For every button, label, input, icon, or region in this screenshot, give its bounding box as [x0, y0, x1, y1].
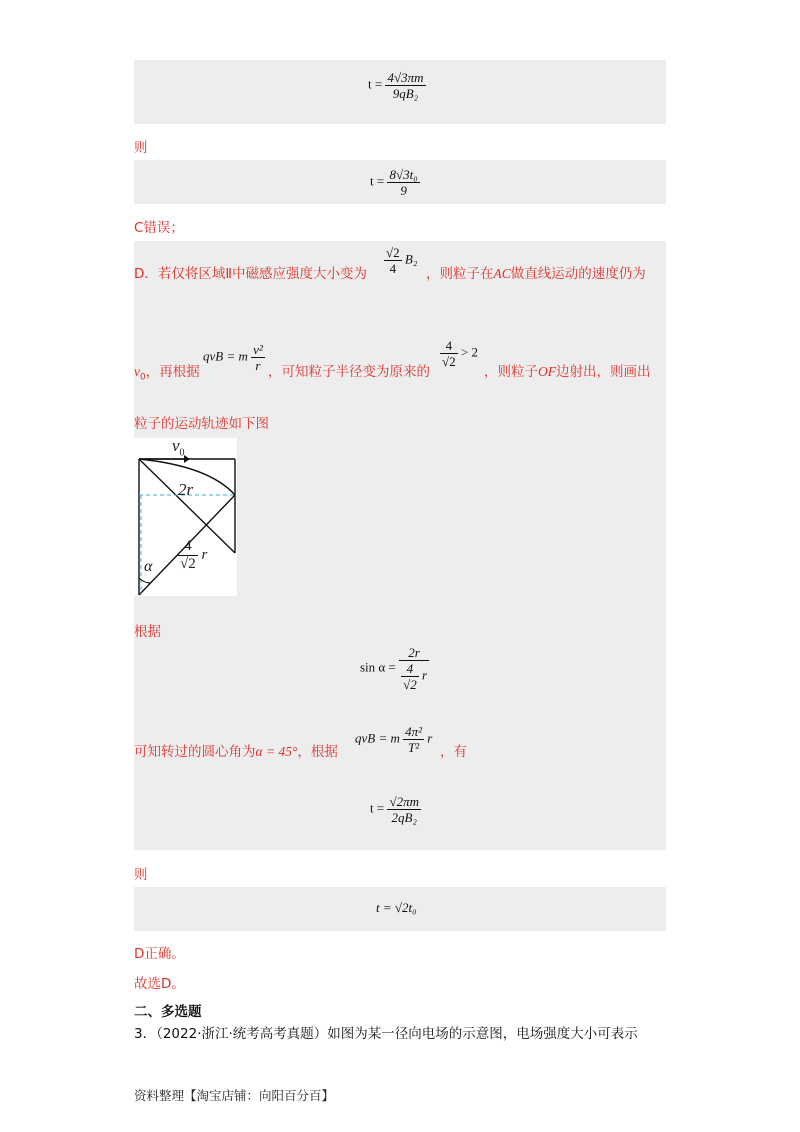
section-heading: 二、多选题: [134, 1004, 202, 1020]
formula-t-1: t = $\frac{4√3\pi m}{\text{9qB₂}}$: [368, 70, 424, 101]
ze-label-2: 则: [134, 867, 148, 883]
d-line-1: D．若仅将区域Ⅱ中磁感应强度大小变为: [134, 266, 368, 282]
formula-t-2: t = $\frac{\text{8√3t₀}}{9}$: [370, 167, 418, 198]
d-line-2-end: ，则粒子OF边射出，则画出: [484, 364, 651, 380]
formula-t-4: t = √2t₀: [376, 900, 417, 915]
trajectory-diagram: [134, 438, 237, 596]
velocity-arrowhead: [184, 455, 190, 463]
formula-ratio: $\frac{4}{√2}$ > 2: [442, 338, 478, 369]
v0-label: $v_0$: [172, 436, 185, 459]
four-over-sqrt2-label: $\frac{4}{√2}$ r: [180, 538, 208, 572]
genju-label: 根据: [134, 624, 161, 640]
angle-line-end: ，有: [440, 744, 467, 760]
choose-label: 故选D。: [134, 976, 185, 992]
formula-sin-alpha: sin α = 2r $\frac{4}{√2}$ r: [360, 645, 428, 692]
c-wrong-label: C错误；: [134, 220, 184, 236]
formula-qvb-period: qvB = m $\frac{\text{4π²}}{\text{T²}}$ r: [355, 724, 433, 755]
question-3: 3．（2022·浙江·统考高考真题）如图为某一径向电场的示意图，电场强度大小可表示: [134, 1026, 638, 1042]
formula-qvb-v2: qvB = m $\frac{\text{v²}}{r}$: [203, 342, 263, 373]
two-r-label: 2r: [178, 480, 194, 499]
d-line-3: 粒子的运动轨迹如下图: [134, 416, 269, 432]
footer-source: 资料整理【淘宝店铺：向阳百分百】: [134, 1088, 335, 1103]
alpha-label: α: [144, 558, 153, 575]
d-line-2-mid: ，可知粒子半径变为原来的: [268, 364, 430, 380]
formula-t-3: t = $\frac{√2\pi m}{\text{2qB₂}}$: [370, 794, 419, 825]
d-line-1-tail: ，则粒子在AC做直线运动的速度仍为: [426, 266, 646, 282]
d-correct-label: D正确。: [134, 946, 185, 962]
d-line-2-start: $v_0$，再根据: [134, 364, 200, 383]
ze-label-1: 则: [134, 140, 148, 156]
formula-b-scale: $\frac{√2}{4}$ B₂: [386, 245, 418, 276]
angle-line-start: 可知转过的圆心角为α = 45°，根据: [134, 744, 338, 760]
